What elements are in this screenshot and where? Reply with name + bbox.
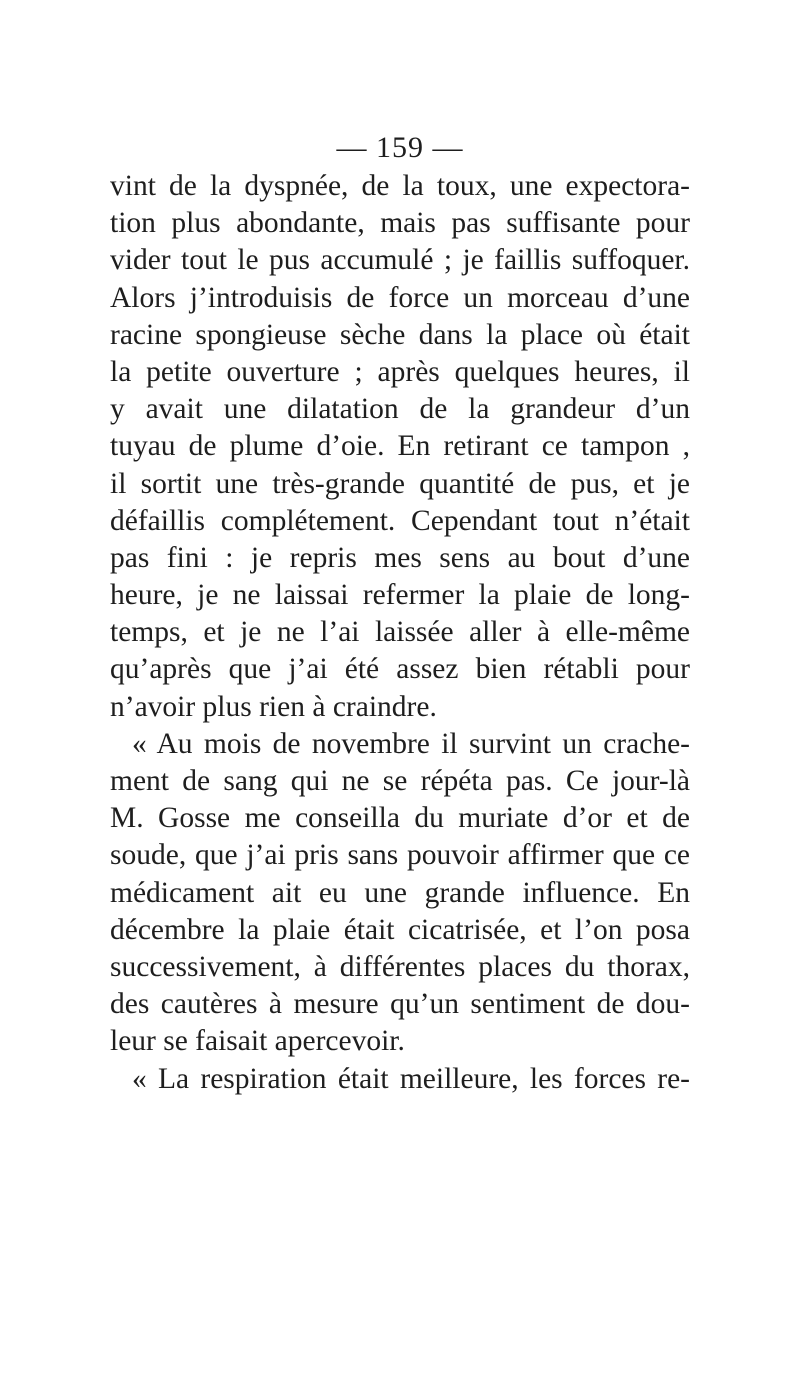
- text-line: vider tout le pus accumulé ; je faillis suffoquer.: [110, 244, 690, 277]
- paragraph-end-line: n’avoir plus rien à craindre.: [110, 690, 437, 723]
- text-line: tuyau de plume d’oie. En retirant ce tampon ,: [110, 430, 690, 463]
- text-line: Alors j’introduisis de force un morceau d’une: [110, 281, 690, 314]
- text-line: soude, que j’ai pris sans pouvoir affirmer que ce: [110, 839, 690, 872]
- text-line: heure, je ne laissai refermer la plaie de long-: [110, 579, 690, 612]
- text-line: la petite ouverture ; après quelques heures, il: [110, 355, 690, 388]
- text-line: racine spongieuse sèche dans la place où était: [110, 318, 690, 351]
- text-line: successivement, à différentes places du thorax,: [110, 950, 690, 983]
- text-line: des cautères à mesure qu’un sentiment de dou-: [110, 988, 690, 1021]
- text-line: vint de la dyspnée, de la toux, une expectora-: [110, 170, 690, 202]
- body-text: [110, 168, 690, 1098]
- paragraph-start-line: « Au mois de novembre il survint un crache-: [132, 727, 690, 760]
- text-line: pas fini : je repris mes sens au bout d’une: [110, 541, 690, 574]
- text-line: défaillis complétement. Cependant tout n’était: [110, 504, 690, 537]
- text-line: M. Gosse me conseilla du muriate d’or et de: [110, 802, 690, 835]
- text-line: ment de sang qui ne se répéta pas. Ce jour-là: [110, 765, 690, 797]
- text-line: décembre la plaie était cicatrisée, et l’on posa: [110, 913, 690, 946]
- paragraph-start-line: « La respiration était meilleure, les forces re-: [132, 1062, 690, 1095]
- text-line: tion plus abondante, mais pas suffisante pour: [110, 207, 690, 240]
- paragraph-end-line: leur se faisait apercevoir.: [110, 1025, 405, 1058]
- text-line: qu’après que j’ai été assez bien rétabli pour: [110, 653, 690, 686]
- text-line: il sortit une très-grande quantité de pus, et je: [110, 467, 690, 500]
- text-line: y avait une dilatation de la grandeur d’un: [110, 393, 690, 426]
- text-line: temps, et je ne l’ai laissée aller à elle-même: [110, 616, 690, 649]
- text-line: médicament ait eu une grande influence. En: [110, 876, 690, 909]
- page-number: — 159 —: [336, 131, 464, 164]
